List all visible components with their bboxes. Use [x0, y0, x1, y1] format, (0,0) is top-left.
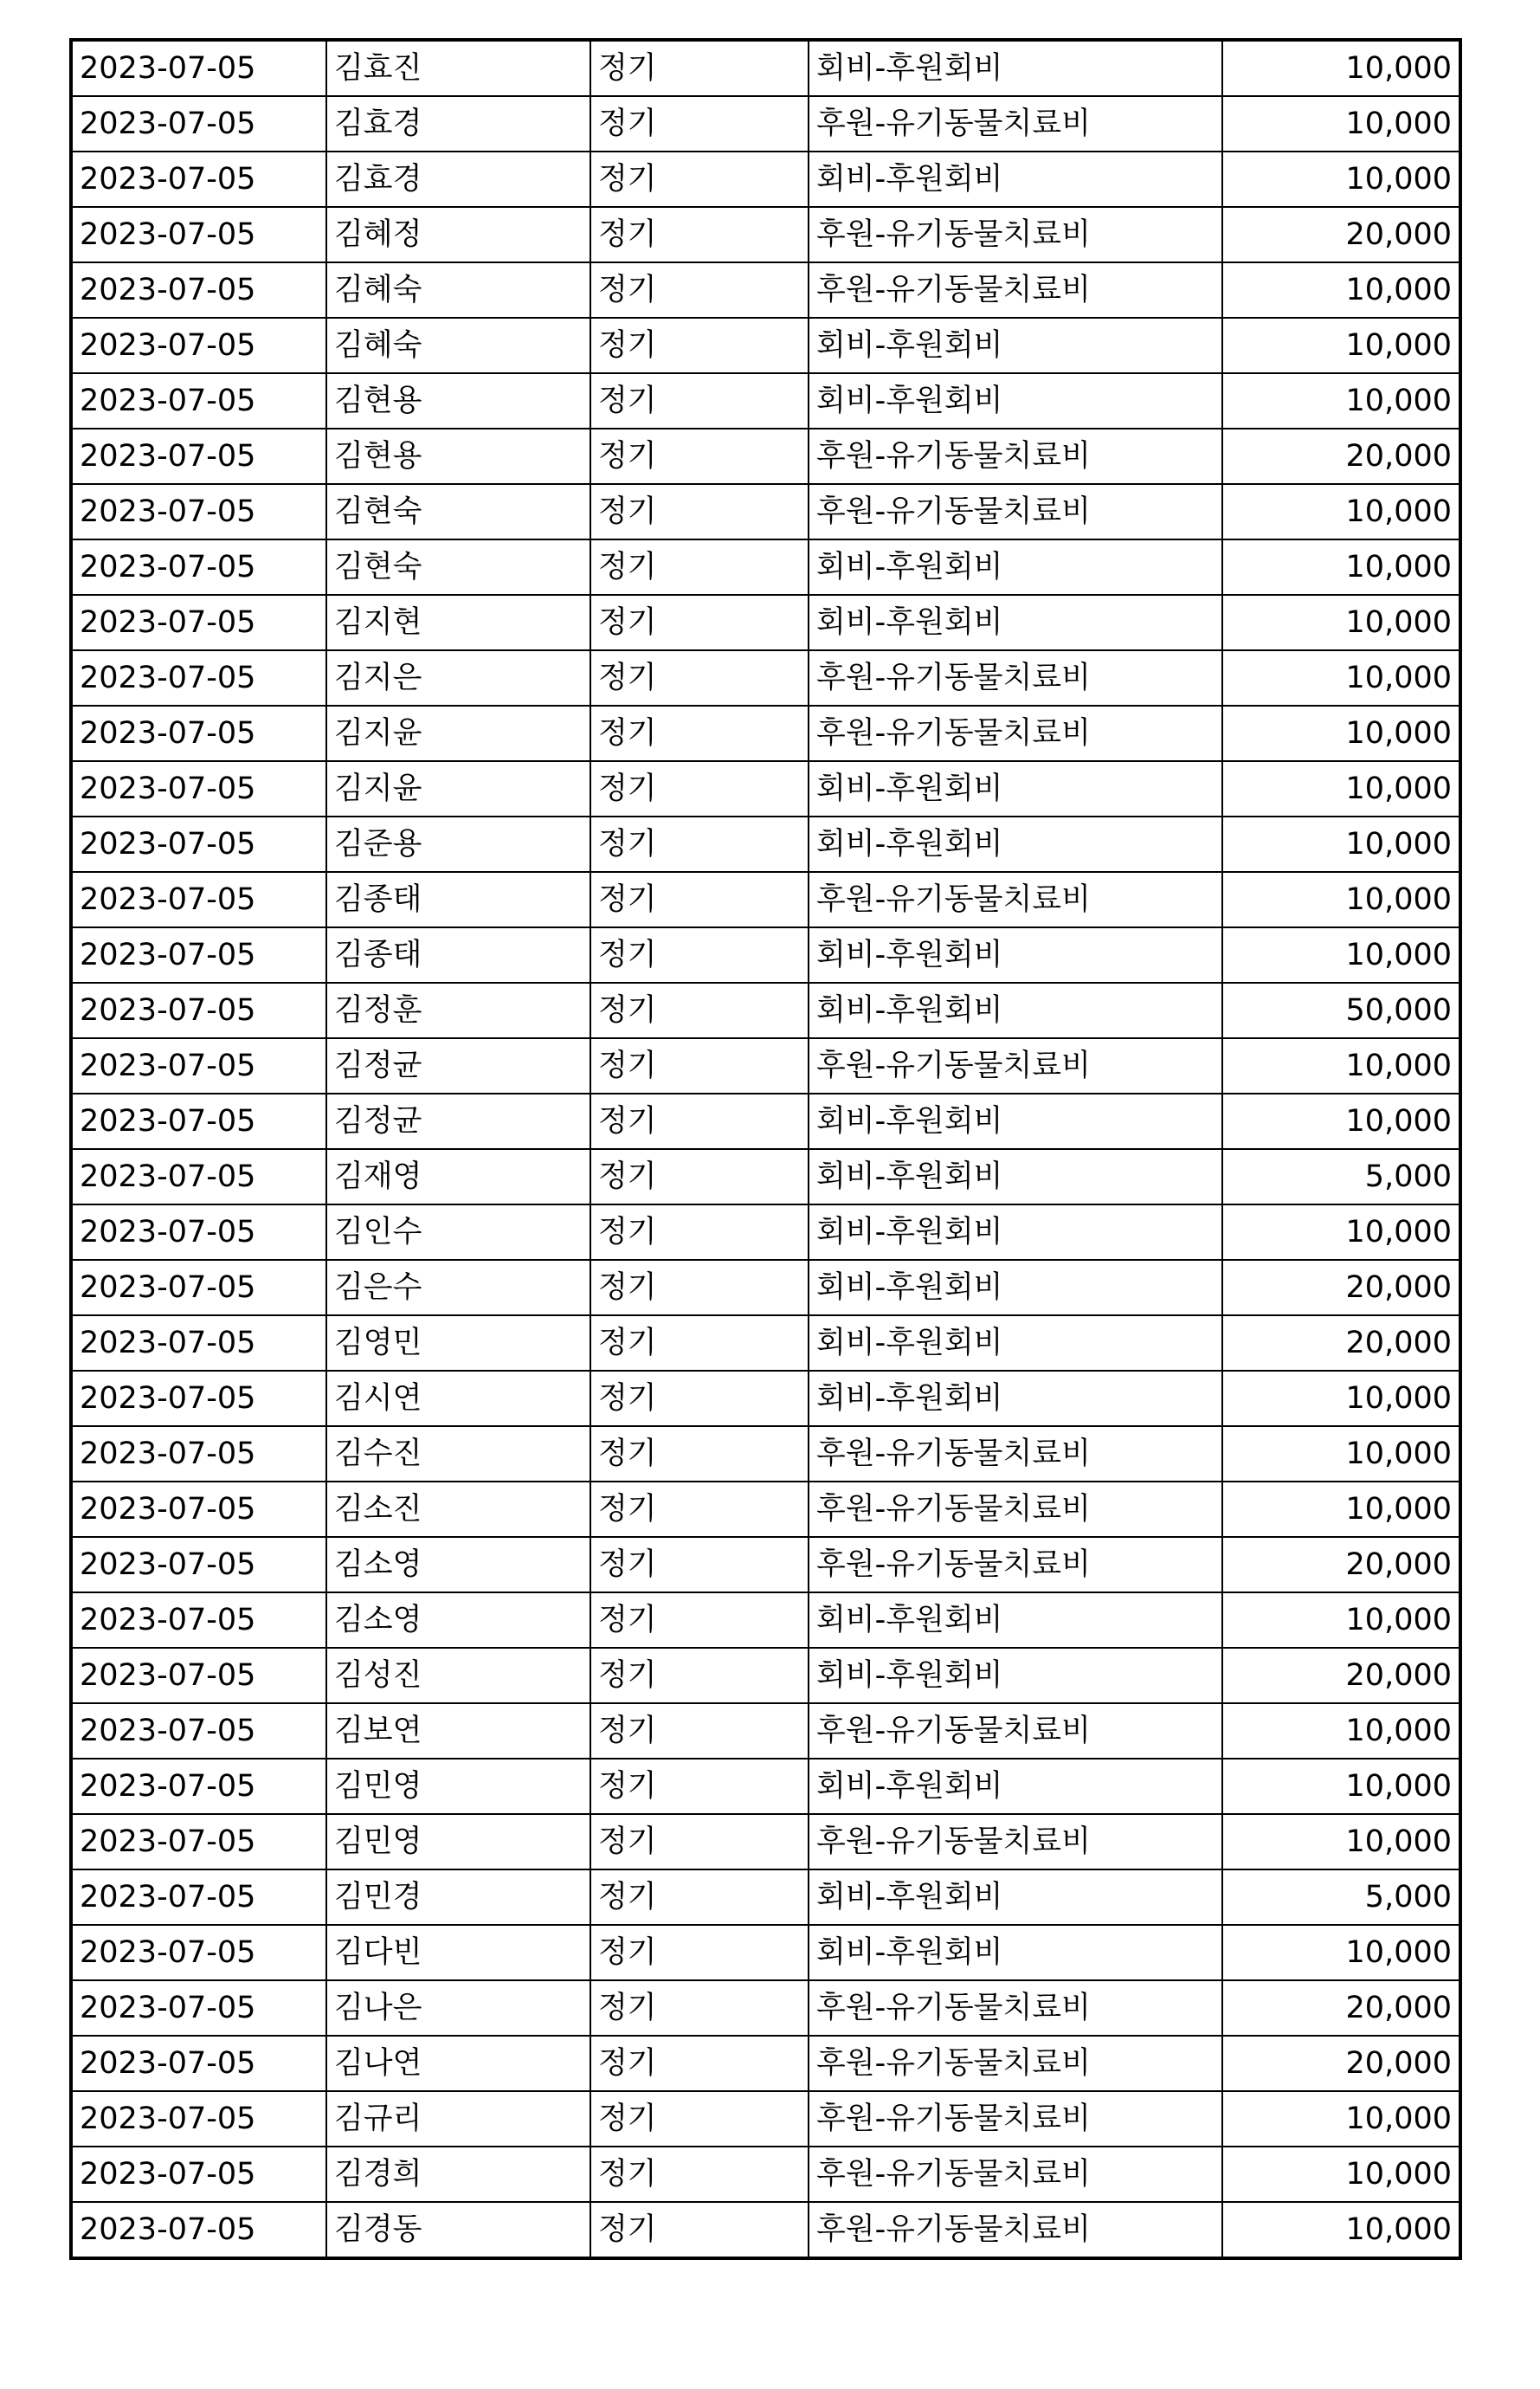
date-cell: 2023-07-05: [71, 1703, 326, 1759]
category-cell: 회비-후원회비: [809, 1592, 1222, 1648]
category-cell: 회비-후원회비: [809, 1869, 1222, 1925]
date-cell: 2023-07-05: [71, 1592, 326, 1648]
table-row: [71, 983, 1460, 1038]
table-row: [71, 1260, 1460, 1315]
table-row: [71, 1482, 1460, 1537]
payment-type-cell: 정기: [590, 207, 809, 262]
amount-cell: 20,000: [1222, 207, 1460, 262]
payment-type-cell: 정기: [590, 1038, 809, 1094]
table-row: [71, 318, 1460, 373]
category-cell: 회비-후원회비: [809, 1315, 1222, 1371]
table-row: [71, 40, 1460, 96]
amount-cell: 20,000: [1222, 1980, 1460, 2036]
donor-name-cell: 김종태: [326, 927, 590, 983]
donor-name-cell: 김지현: [326, 595, 590, 650]
category-cell: 후원-유기동물치료비: [809, 1537, 1222, 1592]
payment-type-cell: 정기: [590, 650, 809, 706]
table-row: [71, 872, 1460, 927]
donor-name-cell: 김정훈: [326, 983, 590, 1038]
category-cell: 후원-유기동물치료비: [809, 2202, 1222, 2258]
payment-type-cell: 정기: [590, 1814, 809, 1869]
payment-type-cell: 정기: [590, 429, 809, 484]
date-cell: 2023-07-05: [71, 1869, 326, 1925]
table-row: [71, 1759, 1460, 1814]
donor-name-cell: 김다빈: [326, 1925, 590, 1980]
category-cell: 후원-유기동물치료비: [809, 1426, 1222, 1482]
table-row: [71, 539, 1460, 595]
payment-type-cell: 정기: [590, 595, 809, 650]
category-cell: 회비-후원회비: [809, 1204, 1222, 1260]
payment-type-cell: 정기: [590, 2147, 809, 2202]
amount-cell: 5,000: [1222, 1149, 1460, 1204]
category-cell: 후원-유기동물치료비: [809, 2091, 1222, 2147]
payment-type-cell: 정기: [590, 761, 809, 817]
amount-cell: 50,000: [1222, 983, 1460, 1038]
date-cell: 2023-07-05: [71, 872, 326, 927]
date-cell: 2023-07-05: [71, 650, 326, 706]
donor-name-cell: 김보연: [326, 1703, 590, 1759]
table-row: [71, 1315, 1460, 1371]
amount-cell: 10,000: [1222, 373, 1460, 429]
donor-name-cell: 김나연: [326, 2036, 590, 2091]
amount-cell: 10,000: [1222, 650, 1460, 706]
date-cell: 2023-07-05: [71, 152, 326, 207]
donor-name-cell: 김경희: [326, 2147, 590, 2202]
table-row: [71, 1371, 1460, 1426]
donor-name-cell: 김혜숙: [326, 318, 590, 373]
donor-name-cell: 김정균: [326, 1038, 590, 1094]
table-row: [71, 650, 1460, 706]
category-cell: 후원-유기동물치료비: [809, 706, 1222, 761]
table-row: [71, 1537, 1460, 1592]
payment-type-cell: 정기: [590, 1537, 809, 1592]
payment-type-cell: 정기: [590, 2091, 809, 2147]
category-cell: 회비-후원회비: [809, 539, 1222, 595]
payment-type-cell: 정기: [590, 872, 809, 927]
table-row: [71, 927, 1460, 983]
category-cell: 회비-후원회비: [809, 927, 1222, 983]
category-cell: 회비-후원회비: [809, 595, 1222, 650]
date-cell: 2023-07-05: [71, 539, 326, 595]
category-cell: 회비-후원회비: [809, 1648, 1222, 1703]
category-cell: 회비-후원회비: [809, 373, 1222, 429]
category-cell: 회비-후원회비: [809, 1094, 1222, 1149]
date-cell: 2023-07-05: [71, 927, 326, 983]
amount-cell: 10,000: [1222, 1094, 1460, 1149]
table-row: [71, 817, 1460, 872]
table-row: [71, 1814, 1460, 1869]
payment-type-cell: 정기: [590, 2202, 809, 2258]
amount-cell: 10,000: [1222, 1426, 1460, 1482]
payment-type-cell: 정기: [590, 1426, 809, 1482]
amount-cell: 10,000: [1222, 539, 1460, 595]
payment-type-cell: 정기: [590, 262, 809, 318]
donor-name-cell: 김수진: [326, 1426, 590, 1482]
date-cell: 2023-07-05: [71, 2147, 326, 2202]
category-cell: 회비-후원회비: [809, 1260, 1222, 1315]
amount-cell: 10,000: [1222, 2091, 1460, 2147]
table-row: [71, 152, 1460, 207]
donor-name-cell: 김소영: [326, 1537, 590, 1592]
date-cell: 2023-07-05: [71, 2091, 326, 2147]
amount-cell: 10,000: [1222, 318, 1460, 373]
date-cell: 2023-07-05: [71, 373, 326, 429]
category-cell: 회비-후원회비: [809, 1759, 1222, 1814]
donor-name-cell: 김소영: [326, 1592, 590, 1648]
payment-type-cell: 정기: [590, 96, 809, 152]
donation-ledger-table: [69, 38, 1462, 2260]
date-cell: 2023-07-05: [71, 1426, 326, 1482]
category-cell: 후원-유기동물치료비: [809, 262, 1222, 318]
category-cell: 후원-유기동물치료비: [809, 2147, 1222, 2202]
date-cell: 2023-07-05: [71, 429, 326, 484]
table-row: [71, 2202, 1460, 2258]
amount-cell: 10,000: [1222, 1482, 1460, 1537]
table-row: [71, 761, 1460, 817]
donor-name-cell: 김지은: [326, 650, 590, 706]
category-cell: 후원-유기동물치료비: [809, 650, 1222, 706]
date-cell: 2023-07-05: [71, 1260, 326, 1315]
amount-cell: 10,000: [1222, 1814, 1460, 1869]
donor-name-cell: 김혜숙: [326, 262, 590, 318]
donor-name-cell: 김정균: [326, 1094, 590, 1149]
amount-cell: 20,000: [1222, 1648, 1460, 1703]
payment-type-cell: 정기: [590, 1371, 809, 1426]
donor-name-cell: 김나은: [326, 1980, 590, 2036]
payment-type-cell: 정기: [590, 1980, 809, 2036]
table-row: [71, 1869, 1460, 1925]
amount-cell: 10,000: [1222, 1371, 1460, 1426]
amount-cell: 5,000: [1222, 1869, 1460, 1925]
amount-cell: 10,000: [1222, 706, 1460, 761]
amount-cell: 10,000: [1222, 1759, 1460, 1814]
table-row: [71, 2036, 1460, 2091]
date-cell: 2023-07-05: [71, 2036, 326, 2091]
donor-name-cell: 김효경: [326, 152, 590, 207]
donor-name-cell: 김은수: [326, 1260, 590, 1315]
date-cell: 2023-07-05: [71, 983, 326, 1038]
date-cell: 2023-07-05: [71, 1038, 326, 1094]
table-row: [71, 1204, 1460, 1260]
table-row: [71, 1980, 1460, 2036]
amount-cell: 10,000: [1222, 1204, 1460, 1260]
payment-type-cell: 정기: [590, 1260, 809, 1315]
category-cell: 회비-후원회비: [809, 40, 1222, 96]
table-row: [71, 2091, 1460, 2147]
category-cell: 후원-유기동물치료비: [809, 484, 1222, 539]
payment-type-cell: 정기: [590, 1648, 809, 1703]
date-cell: 2023-07-05: [71, 318, 326, 373]
payment-type-cell: 정기: [590, 1204, 809, 1260]
table-row: [71, 2147, 1460, 2202]
amount-cell: 20,000: [1222, 1315, 1460, 1371]
category-cell: 후원-유기동물치료비: [809, 429, 1222, 484]
table-row: [71, 1426, 1460, 1482]
date-cell: 2023-07-05: [71, 1759, 326, 1814]
category-cell: 후원-유기동물치료비: [809, 207, 1222, 262]
payment-type-cell: 정기: [590, 539, 809, 595]
donor-name-cell: 김현용: [326, 429, 590, 484]
payment-type-cell: 정기: [590, 1759, 809, 1814]
table-row: [71, 429, 1460, 484]
category-cell: 후원-유기동물치료비: [809, 1482, 1222, 1537]
payment-type-cell: 정기: [590, 1315, 809, 1371]
date-cell: 2023-07-05: [71, 40, 326, 96]
table-row: [71, 96, 1460, 152]
amount-cell: 10,000: [1222, 2202, 1460, 2258]
date-cell: 2023-07-05: [71, 1537, 326, 1592]
table-row: [71, 595, 1460, 650]
donor-name-cell: 김혜정: [326, 207, 590, 262]
table-row: [71, 207, 1460, 262]
donor-name-cell: 김효진: [326, 40, 590, 96]
amount-cell: 10,000: [1222, 2147, 1460, 2202]
date-cell: 2023-07-05: [71, 262, 326, 318]
amount-cell: 20,000: [1222, 429, 1460, 484]
payment-type-cell: 정기: [590, 318, 809, 373]
payment-type-cell: 정기: [590, 983, 809, 1038]
category-cell: 회비-후원회비: [809, 761, 1222, 817]
amount-cell: 10,000: [1222, 1925, 1460, 1980]
payment-type-cell: 정기: [590, 1149, 809, 1204]
donor-name-cell: 김소진: [326, 1482, 590, 1537]
amount-cell: 10,000: [1222, 152, 1460, 207]
date-cell: 2023-07-05: [71, 1315, 326, 1371]
amount-cell: 20,000: [1222, 1260, 1460, 1315]
donor-name-cell: 김현숙: [326, 539, 590, 595]
amount-cell: 10,000: [1222, 1592, 1460, 1648]
donor-name-cell: 김성진: [326, 1648, 590, 1703]
donor-name-cell: 김준용: [326, 817, 590, 872]
amount-cell: 10,000: [1222, 40, 1460, 96]
date-cell: 2023-07-05: [71, 1814, 326, 1869]
payment-type-cell: 정기: [590, 1925, 809, 1980]
donor-name-cell: 김시연: [326, 1371, 590, 1426]
amount-cell: 10,000: [1222, 484, 1460, 539]
category-cell: 후원-유기동물치료비: [809, 1980, 1222, 2036]
payment-type-cell: 정기: [590, 817, 809, 872]
date-cell: 2023-07-05: [71, 1204, 326, 1260]
date-cell: 2023-07-05: [71, 1371, 326, 1426]
donor-name-cell: 김효경: [326, 96, 590, 152]
category-cell: 후원-유기동물치료비: [809, 1814, 1222, 1869]
payment-type-cell: 정기: [590, 152, 809, 207]
date-cell: 2023-07-05: [71, 1648, 326, 1703]
table-row: [71, 1149, 1460, 1204]
donor-name-cell: 김현용: [326, 373, 590, 429]
table-row: [71, 484, 1460, 539]
category-cell: 후원-유기동물치료비: [809, 872, 1222, 927]
category-cell: 회비-후원회비: [809, 817, 1222, 872]
donor-name-cell: 김민경: [326, 1869, 590, 1925]
date-cell: 2023-07-05: [71, 706, 326, 761]
ledger-body: [71, 40, 1460, 2258]
table-row: [71, 1094, 1460, 1149]
amount-cell: 10,000: [1222, 262, 1460, 318]
amount-cell: 10,000: [1222, 96, 1460, 152]
payment-type-cell: 정기: [590, 1482, 809, 1537]
table-row: [71, 262, 1460, 318]
payment-type-cell: 정기: [590, 373, 809, 429]
category-cell: 회비-후원회비: [809, 318, 1222, 373]
category-cell: 회비-후원회비: [809, 1925, 1222, 1980]
category-cell: 후원-유기동물치료비: [809, 2036, 1222, 2091]
payment-type-cell: 정기: [590, 927, 809, 983]
donor-name-cell: 김지윤: [326, 706, 590, 761]
table-row: [71, 1648, 1460, 1703]
category-cell: 회비-후원회비: [809, 1149, 1222, 1204]
date-cell: 2023-07-05: [71, 1149, 326, 1204]
donor-name-cell: 김인수: [326, 1204, 590, 1260]
date-cell: 2023-07-05: [71, 1925, 326, 1980]
table-row: [71, 1703, 1460, 1759]
donor-name-cell: 김재영: [326, 1149, 590, 1204]
date-cell: 2023-07-05: [71, 1094, 326, 1149]
date-cell: 2023-07-05: [71, 1980, 326, 2036]
amount-cell: 20,000: [1222, 2036, 1460, 2091]
amount-cell: 10,000: [1222, 872, 1460, 927]
amount-cell: 10,000: [1222, 1703, 1460, 1759]
category-cell: 후원-유기동물치료비: [809, 1038, 1222, 1094]
table-row: [71, 1925, 1460, 1980]
payment-type-cell: 정기: [590, 1703, 809, 1759]
donor-name-cell: 김종태: [326, 872, 590, 927]
payment-type-cell: 정기: [590, 484, 809, 539]
category-cell: 회비-후원회비: [809, 152, 1222, 207]
table-row: [71, 373, 1460, 429]
payment-type-cell: 정기: [590, 2036, 809, 2091]
amount-cell: 10,000: [1222, 927, 1460, 983]
donor-name-cell: 김민영: [326, 1759, 590, 1814]
amount-cell: 10,000: [1222, 595, 1460, 650]
donor-name-cell: 김민영: [326, 1814, 590, 1869]
payment-type-cell: 정기: [590, 40, 809, 96]
table-row: [71, 1038, 1460, 1094]
table-row: [71, 1592, 1460, 1648]
payment-type-cell: 정기: [590, 1094, 809, 1149]
category-cell: 후원-유기동물치료비: [809, 96, 1222, 152]
payment-type-cell: 정기: [590, 706, 809, 761]
category-cell: 회비-후원회비: [809, 1371, 1222, 1426]
donor-name-cell: 김지윤: [326, 761, 590, 817]
amount-cell: 10,000: [1222, 817, 1460, 872]
date-cell: 2023-07-05: [71, 96, 326, 152]
amount-cell: 10,000: [1222, 1038, 1460, 1094]
donor-name-cell: 김현숙: [326, 484, 590, 539]
donor-name-cell: 김규리: [326, 2091, 590, 2147]
date-cell: 2023-07-05: [71, 761, 326, 817]
donor-name-cell: 김경동: [326, 2202, 590, 2258]
amount-cell: 20,000: [1222, 1537, 1460, 1592]
payment-type-cell: 정기: [590, 1869, 809, 1925]
table-row: [71, 706, 1460, 761]
date-cell: 2023-07-05: [71, 595, 326, 650]
date-cell: 2023-07-05: [71, 2202, 326, 2258]
date-cell: 2023-07-05: [71, 207, 326, 262]
date-cell: 2023-07-05: [71, 817, 326, 872]
payment-type-cell: 정기: [590, 1592, 809, 1648]
amount-cell: 10,000: [1222, 761, 1460, 817]
category-cell: 후원-유기동물치료비: [809, 1703, 1222, 1759]
category-cell: 회비-후원회비: [809, 983, 1222, 1038]
date-cell: 2023-07-05: [71, 484, 326, 539]
date-cell: 2023-07-05: [71, 1482, 326, 1537]
donor-name-cell: 김영민: [326, 1315, 590, 1371]
